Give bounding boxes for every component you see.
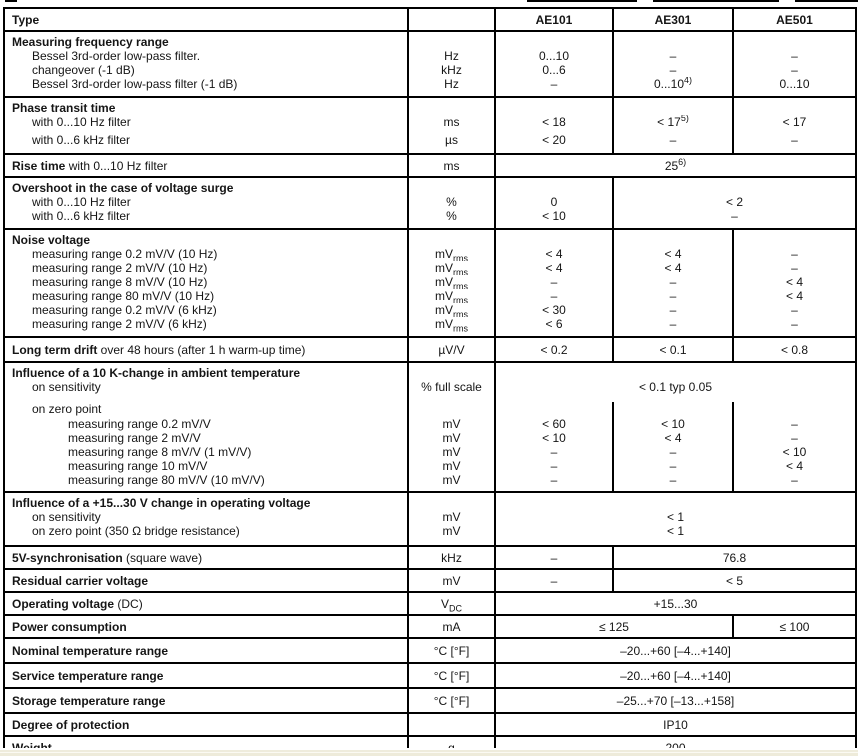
value-cell: < 4 [613,431,733,445]
value-cell: – [733,417,856,431]
value-cell: < 0.2 [495,337,613,362]
unit-cell: mA [408,615,495,638]
value-cell: < 20 [495,133,613,154]
unit-cell: $mV_{rms}$ [408,303,495,317]
column-header-ae101: AE101 [495,8,613,31]
section-nominal-temperature-range [4,638,856,663]
table-row [4,177,856,195]
value-cell: 0 [495,195,613,209]
unit-cell: kHz [408,63,495,77]
unit-cell: % full scale [408,380,495,402]
value-cell: – [495,459,613,473]
table-row [4,510,856,524]
value-cell-merged: < 5 [613,569,856,592]
value-cell: < 4 [495,247,613,261]
section-operating-voltage-influence [4,492,856,546]
value-cell: – [495,77,613,97]
value-cell: < 4 [733,289,856,303]
param-label: measuring range 10 mV/V [68,459,208,473]
value-cell: – [495,569,613,592]
value-cell: 0...10 [495,49,613,63]
param-label: Power consumption [12,619,127,634]
value-cell-merged: –20...+60 [–4...+140] [495,663,856,688]
value-cell-merged: –20...+60 [–4...+140] [495,638,856,663]
section-title: Influence of a +15...30 V change in operating voltage [12,496,311,510]
scan-artifact-line [795,0,858,2]
unit-cell: Hz [408,77,495,97]
value-cell: – [613,275,733,289]
value-cell: < 4 [495,261,613,275]
table-row [4,663,856,688]
param-label: with 0...6 kHz filter [32,133,131,147]
unit-header-cell [408,8,495,31]
value-cell: < 17 [733,115,856,133]
table-row [4,380,856,402]
table-header-row [4,8,856,31]
table-row [4,362,856,380]
unit-cell: µV/V [408,337,495,362]
unit-cell: $mV_{rms}$ [408,317,495,337]
unit-cell: % [408,209,495,229]
section-service-temperature-range [4,663,856,688]
param-label: 5V-synchronisation (square wave) [12,550,203,565]
param-label: measuring range 2 mV/V [68,431,201,445]
param-label: Bessel 3rd-order low-pass filter. [32,49,201,63]
value-cell: – [495,275,613,289]
section-degree-of-protection [4,713,856,736]
value-cell: < 0.8 [733,337,856,362]
value-cell-merged: IP10 [495,713,856,736]
value-cell: – [495,289,613,303]
param-label: on zero point (350 Ω bridge resistance) [32,524,240,538]
value-cell: < 18 [495,115,613,133]
unit-cell [408,177,495,195]
value-cell: – [733,317,856,337]
value-cell: < 4 [613,261,733,275]
unit-cell: mV [408,417,495,431]
table-row [4,289,856,303]
value-cell: < $17^{5)}$ [613,115,733,133]
section-title: Noise voltage [12,233,91,247]
value-cell: – [733,303,856,317]
value-cell [495,177,613,195]
table-row [4,154,856,177]
value-cell-merged: 76.8 [613,546,856,569]
param-label: measuring range 2 mV/V (6 kHz) [32,317,207,331]
value-cell-merged [495,362,856,380]
param-label: Operating voltage (DC) [12,596,143,611]
value-cell [733,229,856,247]
unit-cell: ms [408,154,495,177]
table-row [4,431,856,445]
section-overshoot [4,177,856,229]
param-label: with 0...10 Hz filter [32,195,131,209]
footnote-marker: 6) [678,156,687,167]
value-cell: – [613,49,733,63]
unit-cell: mV [408,445,495,459]
table-row [4,402,856,417]
value-cell: < 30 [495,303,613,317]
param-label: changeover (-1 dB) [32,63,135,77]
unit-cell: $mV_{rms}$ [408,289,495,303]
value-cell: – [613,317,733,337]
unit-cell: mV [408,510,495,524]
value-cell [613,31,733,49]
table-row [4,569,856,592]
param-label: measuring range 80 mV/V (10 mV/V) [68,473,265,487]
value-cell-merged [495,492,856,510]
value-cell: – [733,133,856,154]
value-cell [613,229,733,247]
unit-cell: mV [408,524,495,546]
section-rise-time [4,154,856,177]
section-5v-synchronisation [4,546,856,569]
scan-artifact-line [5,0,17,2]
section-long-term-drift [4,337,856,362]
unit-cell: °C [°F] [408,638,495,663]
unit-cell: $V_{DC}$ [408,592,495,615]
unit-cell [408,97,495,115]
value-cell-merged: < 1 [495,510,856,524]
value-cell-merged: < 0.1 typ 0.05 [495,380,856,402]
table-row [4,524,856,546]
param-label: Nominal temperature range [12,643,169,658]
scan-artifact-line [527,0,637,2]
unit-cell [408,492,495,510]
value-cell: < 10 [495,431,613,445]
value-cell: < 10 [613,417,733,431]
param-label: Long term drift over 48 hours (after 1 h warm-up time) [12,342,306,357]
value-cell: < 0.1 [613,337,733,362]
unit-cell [408,713,495,736]
value-cell: < 4 [733,275,856,289]
param-label: Service temperature range [12,668,164,683]
value-cell-merged: 25$^{6)}$ [495,154,856,177]
table-row [4,337,856,362]
section-title: Measuring frequency range [12,35,169,49]
param-label: measuring range 8 mV/V (1 mV/V) [68,445,252,459]
unit-cell: mV [408,431,495,445]
value-cell: 0...10$^{4)}$ [613,77,733,97]
value-cell: ≤ 100 [733,615,856,638]
param-label: on zero point [32,402,102,416]
table-row [4,492,856,510]
table-row [4,133,856,154]
value-cell: – [733,261,856,275]
value-cell-merged: < 1 [495,524,856,546]
value-cell-merged [613,177,856,195]
table-row [4,261,856,275]
value-cell: < 10 [495,209,613,229]
value-cell: – [733,431,856,445]
section-storage-temperature-range [4,688,856,713]
value-cell [613,402,733,417]
unit-cell: % [408,195,495,209]
value-cell: < 4 [613,247,733,261]
value-cell: – [613,445,733,459]
value-cell: – [733,473,856,492]
table-row [4,592,856,615]
unit-cell: $mV_{rms}$ [408,247,495,261]
type-header-label: Type [12,12,40,27]
footnote-marker: 4) [684,77,693,85]
spec-table [3,7,857,756]
table-row [4,229,856,247]
table-row [4,317,856,337]
table-row [4,97,856,115]
unit-cell: mV [408,569,495,592]
unit-cell: mV [408,473,495,492]
table-row [4,713,856,736]
param-label: measuring range 8 mV/V (10 Hz) [32,275,208,289]
value-cell: – [613,473,733,492]
value-cell: < 60 [495,417,613,431]
value-cell-merged: ≤ 125 [495,615,733,638]
value-cell-merged: –25...+70 [–13...+158] [495,688,856,713]
table-row [4,195,856,209]
param-label: Bessel 3rd-order low-pass filter (-1 dB) [32,77,238,91]
unit-cell: ms [408,115,495,133]
param-label: measuring range 80 mV/V (10 Hz) [32,289,215,303]
value-cell [495,97,613,115]
section-title: Overshoot in the case of voltage surge [12,181,234,195]
param-label: on sensitivity [32,380,101,394]
value-cell: – [733,63,856,77]
section-measuring-frequency-range [4,31,856,97]
param-label: measuring range 0.2 mV/V (6 kHz) [32,303,217,317]
param-label: with 0...10 Hz filter [32,115,131,129]
param-label: Degree of protection [12,717,130,732]
value-cell [733,97,856,115]
value-cell [733,402,856,417]
table-row [4,473,856,492]
table-row [4,49,856,63]
value-cell [495,229,613,247]
value-cell-merged: – [613,209,856,229]
param-label: measuring range 2 mV/V (10 Hz) [32,261,208,275]
unit-cell: mV [408,459,495,473]
value-cell: – [733,247,856,261]
value-cell [495,31,613,49]
table-row [4,445,856,459]
table-row [4,417,856,431]
unit-cell: Hz [408,49,495,63]
table-row [4,63,856,77]
table-row [4,31,856,49]
value-cell: – [495,473,613,492]
section-noise-voltage [4,229,856,337]
unit-cell: µs [408,133,495,154]
table-row [4,459,856,473]
unit-cell [408,362,495,380]
param-label: measuring range 0.2 mV/V (10 Hz) [32,247,218,261]
param-label: on sensitivity [32,510,101,524]
unit-cell: °C [°F] [408,663,495,688]
unit-cell [408,402,495,417]
table-row [4,247,856,261]
value-cell: – [613,133,733,154]
value-cell: – [613,303,733,317]
section-power-consumption [4,615,856,638]
table-row [4,688,856,713]
value-cell: – [495,546,613,569]
section-title: Phase transit time [12,101,116,115]
section-operating-voltage [4,592,856,615]
param-label: Storage temperature range [12,693,166,708]
table-row [4,615,856,638]
scan-artifact-line [653,0,779,2]
table-row [4,209,856,229]
column-header-ae501: AE501 [733,8,856,31]
value-cell: 0...6 [495,63,613,77]
section-residual-carrier-voltage [4,569,856,592]
section-phase-transit-time [4,97,856,154]
value-cell-merged: < 2 [613,195,856,209]
param-label: Residual carrier voltage [12,573,149,588]
value-cell [613,97,733,115]
table-row [4,638,856,663]
section-title: Influence of a 10 K-change in ambient temperature [12,366,301,380]
value-cell: 0...10 [733,77,856,97]
footnote-marker: 5) [680,115,689,123]
column-header-ae301: AE301 [613,8,733,31]
value-cell: – [613,459,733,473]
param-label: Rise time with 0...10 Hz filter [12,158,168,173]
unit-cell: $mV_{rms}$ [408,275,495,289]
value-cell: < 4 [733,459,856,473]
value-cell [495,402,613,417]
value-cell: – [613,63,733,77]
value-cell-merged: +15...30 [495,592,856,615]
value-cell: – [495,445,613,459]
table-row [4,77,856,97]
unit-cell: °C [°F] [408,688,495,713]
table-row [4,115,856,133]
value-cell [733,31,856,49]
value-cell: < 6 [495,317,613,337]
table-row [4,275,856,289]
param-label: with 0...6 kHz filter [32,209,131,223]
value-cell: – [613,289,733,303]
param-label: measuring range 0.2 mV/V [68,417,211,431]
value-cell: < 10 [733,445,856,459]
table-row [4,546,856,569]
unit-cell [408,229,495,247]
unit-cell: $mV_{rms}$ [408,261,495,275]
unit-cell: kHz [408,546,495,569]
scan-artifact-strip [0,748,858,756]
value-cell: – [733,49,856,63]
unit-cell [408,31,495,49]
section-header [4,8,856,31]
section-ambient-temperature-influence [4,362,856,492]
table-row [4,303,856,317]
